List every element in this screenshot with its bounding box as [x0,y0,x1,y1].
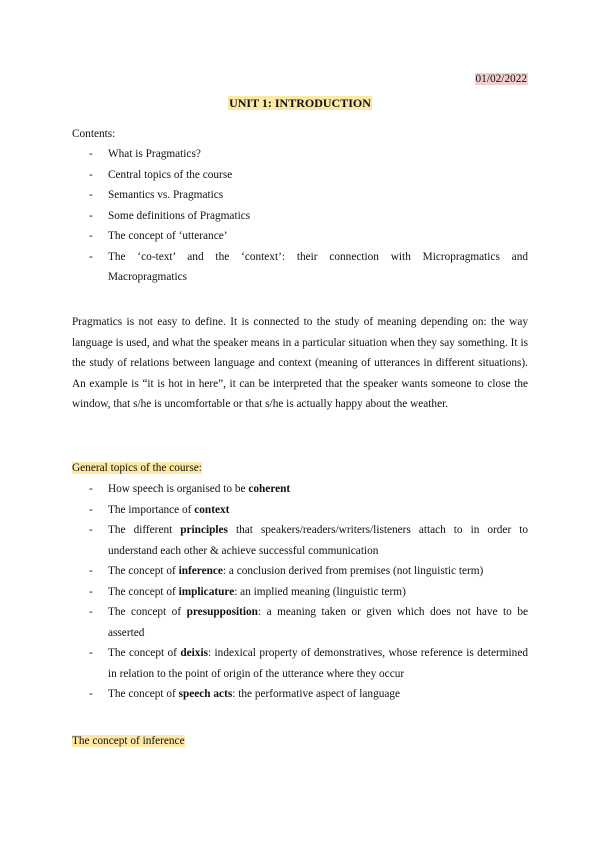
dash-bullet: - [89,250,93,263]
list-item: - Semantics vs. Pragmatics [72,185,528,206]
dash-bullet: - [89,503,93,516]
list-item: - The concept of implicature: an implied meaning (linguistic term) [72,582,528,603]
list-item: - The importance of context [72,500,528,521]
list-item: - The concept of inference: a conclusion derived from premises (not linguistic term) [72,561,528,582]
list-item: - Some definitions of Pragmatics [72,206,528,227]
list-item: - What is Pragmatics? [72,144,528,165]
dash-bullet: - [89,647,93,659]
dash-bullet: - [89,585,93,598]
date-line [475,71,528,88]
dash-bullet: - [89,168,93,181]
contents-list [72,144,528,288]
general-topics-heading: General topics of the course: [72,462,202,474]
list-item: - The concept of ‘utterance’ [72,226,528,247]
general-topics-list [72,479,528,705]
list-item: - The different principles that speakers/readers/writers/listeners attach to in order to understand each other & achieve successful communication [72,520,528,561]
list-item: - The concept of speech acts: the performative aspect of language [72,684,528,705]
dash-bullet: - [89,230,93,242]
dash-bullet: - [89,688,93,700]
dash-bullet: - [89,565,93,577]
contents-label: Contents: [72,128,116,140]
dash-bullet: - [89,209,93,222]
title-line [72,94,528,112]
dash-bullet: - [89,483,93,495]
dash-bullet: - [89,606,93,618]
dash-bullet: - [89,189,93,201]
list-item: - How speech is organised to be coherent [72,479,528,500]
unit-title: UNIT 1: INTRODUCTION [229,96,371,110]
list-item: - Central topics of the course [72,165,528,186]
dash-bullet: - [89,524,93,536]
list-item: - The concept of presupposition: a meaning taken or given which does not have to be asserted [72,602,528,643]
inference-heading: The concept of inference [72,735,185,747]
list-item: - The concept of deixis: indexical property of demonstratives, whose reference is determined in relation to the point of origin of the utterance where they occur [72,643,528,684]
dash-bullet: - [89,148,93,160]
intro-paragraph: Pragmatics is not easy to define. It is connected to the study of meaning depending on: the way language is used, and what the speaker means in a particular situation when they say something. It is the study of relations between language and context (meaning of utterances in different situations). An example is “it is hot in here”, it can be interpreted that the speaker wants someone to close the window, that s/he is uncomfortable or that s/he is actually happy about the weather. [72,316,528,410]
list-item: - The ‘co-text’ and the ‘context’: their connection with Micropragmatics and Macropragmatics [72,247,528,288]
document-date: 01/02/2022 [475,73,527,85]
